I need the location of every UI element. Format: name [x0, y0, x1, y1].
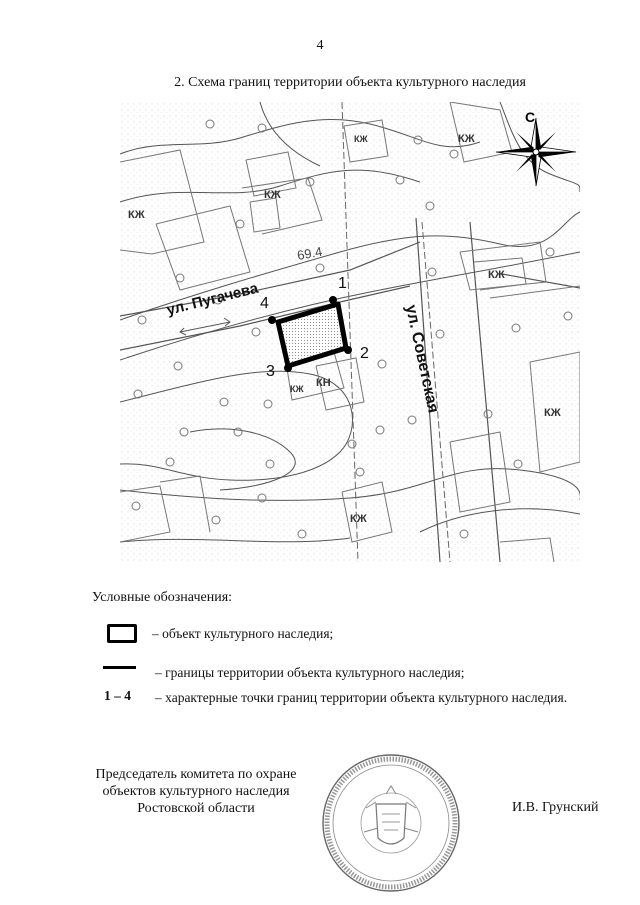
north-label: С — [525, 109, 536, 125]
signatory-position: Председатель комитета по охране объектов культурного наследия Ростовской области — [95, 767, 297, 816]
boundary-point-1 — [329, 296, 337, 304]
building-label: КЖ — [264, 189, 281, 201]
boundary-point-3 — [284, 364, 292, 372]
legend-boundary-text: – границы территории объекта культурного наследия; — [155, 665, 465, 680]
building-label: КН — [316, 377, 331, 389]
building-label: КЖ — [290, 384, 304, 394]
legend-points-symbol: 1 – 4 — [104, 688, 131, 703]
point-label-2: 2 — [360, 345, 369, 362]
building-label: КЖ — [350, 513, 367, 525]
boundary-point-2 — [344, 346, 352, 354]
page-number: 4 — [316, 38, 324, 53]
legend-object-symbol — [107, 624, 137, 643]
point-label-1: 1 — [338, 275, 347, 292]
building-label: КЖ — [458, 133, 475, 145]
street-label-sovetskaya: ул. Советская — [402, 303, 442, 415]
official-seal — [320, 752, 462, 894]
building-label: КЖ — [354, 134, 368, 144]
elevation-label: 69.4 — [295, 243, 324, 263]
boundary-scheme-map — [120, 102, 580, 562]
street-label-pugacheva: ул. Пугачева — [164, 279, 260, 319]
legend-points-text: – характерные точки границ территории объекта культурного наследия. — [155, 690, 568, 705]
building-label: КЖ — [128, 209, 145, 221]
point-label-4: 4 — [260, 295, 269, 312]
legend-title: Условные обозначения: — [92, 590, 233, 605]
boundary-point-4 — [268, 316, 276, 324]
legend-object-text: – объект культурного наследия; — [152, 626, 334, 641]
building-label: КЖ — [544, 407, 561, 419]
signatory-name: И.В. Грунский — [512, 800, 599, 815]
scheme-title: 2. Схема границ территории объекта культурного наследия — [174, 75, 526, 90]
legend-boundary-symbol — [103, 666, 136, 669]
point-label-3: 3 — [266, 363, 275, 380]
building-label: КЖ — [488, 269, 505, 281]
